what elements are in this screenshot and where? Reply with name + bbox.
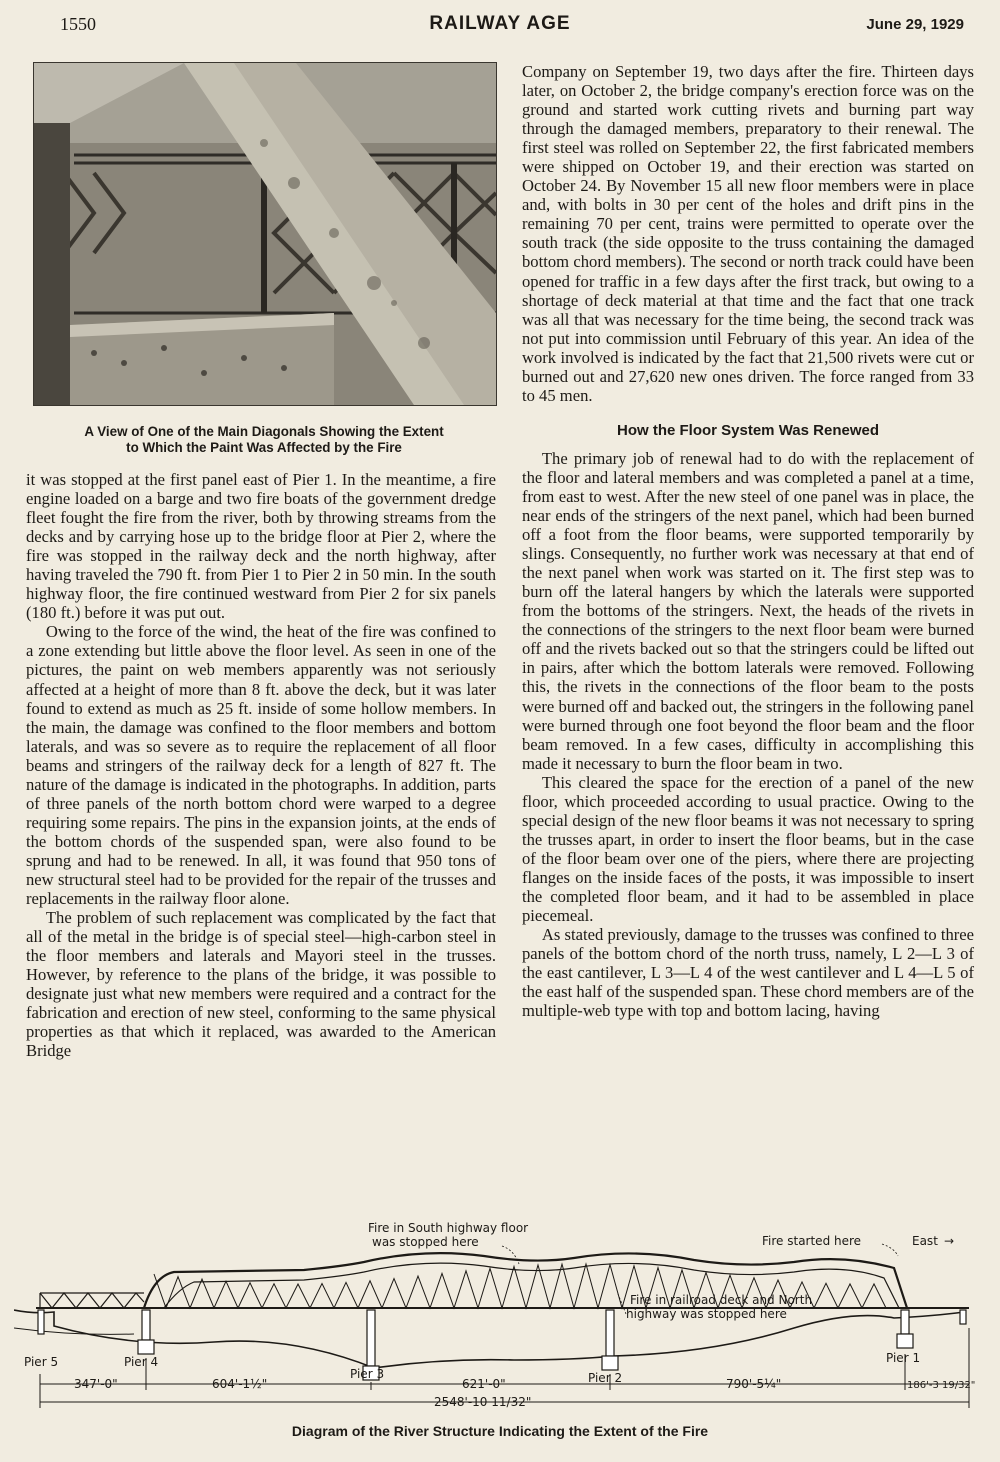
journal-title: RAILWAY AGE (429, 13, 571, 34)
right-paragraph-3: As stated previously, damage to the trusses was confined to three panels of the bottom chord of the north truss, namely, L 2—L 3 of the east cantilever, L 3—L 4 of the west cantilever and L 4—L 5 of the east half of the suspended span. These chord members are of the multiple-web type with top and bottom lacing, having (522, 925, 974, 1021)
pier-label-1: Pier 1 (886, 1351, 921, 1365)
right-intro-paragraph: Company on September 19, two days after the fire. Thirteen days later, on October 2, the bridge company's erection force was on the ground and started work cutting rivets and burning part way through the damaged members, preparatory to their renewal. The first steel was rolled on September 22, the first fabricated members were shipped on October 19, and their erection was started on October 24. By November 15 all new floor members were in place and, with bolts in 30 per cent of the holes and drift pins in the remaining 70 per cent, trains were permitted to operate over the south track (the side opposite to the truss containing the damaged bottom chord members). The second or north track could have been opened for traffic in a few days after the first track, but owing to a shortage of deck material at that time and the fact that one track was all that was necessary for the time being, the second track was not put into commission until February of this year. An idea of the work involved is indicated by the fact that 21,500 rivets were cut or burned out and 27,620 new ones driven. The force ranged from 33 to 45 men. (522, 62, 974, 405)
left-paragraph-1: it was stopped at the first panel east of Pier 1. In the meantime, a fire engine loaded on a barge and two fire boats of the government dredge fleet fought the fire from the river, both by throwing streams from the decks and by carrying hose up to the bridge floor at Pier 2, where the fire was stopped in the railway deck and the north highway, after having traveled the 790 ft. from Pier 1 to Pier 2 in 50 min. In the south highway floor, the fire continued westward from Pier 2 for six panels (180 ft.) before it was put out. (26, 470, 496, 623)
span-dimension-3: 621'-0" (462, 1377, 506, 1391)
span-dimension-4: 790'-5¼" (726, 1377, 782, 1391)
right-paragraph-2: This cleared the space for the erection of a panel of the new floor, which proceeded according to usual practice. Owing to the special design of the new floor beams it was not necessary to spring the trusses apart, in order to insert the floor beams, but in the case of the floor beam over one of the piers, where there are projecting flanges on the inside faces of the posts, it was impossible to insert the completed floor beam, and it had to be assembled in place piecemeal. (522, 772, 974, 926)
pier-label-5: Pier 5 (24, 1355, 59, 1369)
annotation-fire-started: Fire started here (762, 1234, 862, 1248)
annotation-railroad-deck-1: Fire in railroad deck and North (630, 1293, 813, 1307)
pier-label-2: Pier 2 (588, 1371, 623, 1385)
photo-caption (18, 424, 510, 456)
span-dimension-2: 604'-1½" (212, 1377, 268, 1391)
photo-caption-line2: to Which the Paint Was Affected by the Fire (126, 440, 402, 455)
span-dimension-1: 347'-0" (74, 1377, 118, 1391)
span-dimension-5: 186'-3 19/32" (907, 1380, 976, 1391)
bridge-diagram (14, 1218, 986, 1422)
right-column (522, 62, 974, 1020)
annotation-south-highway-2: was stopped here (372, 1235, 479, 1249)
annotation-south-highway-1: Fire in South highway floor (368, 1221, 529, 1235)
photo-caption-line1: A View of One of the Main Diagonals Showing the Extent (84, 424, 444, 439)
page-number: 1550 (60, 14, 96, 34)
bridge-diagram-svg (14, 1218, 986, 1422)
diagram-caption: Diagram of the River Structure Indicating the Extent of the Fire (291, 1423, 709, 1439)
left-column (26, 470, 496, 1060)
left-paragraph-3: The problem of such replacement was complicated by the fact that all of the metal in the bridge is of special steel—high-carbon steel in the floor members and laterals and Mayori steel in the trusses. However, by reference to the plans of the bridge, it was possible to designate just what new members were required and a contract for the fabrication and erection of new steel, conforming to the same physical properties as that which it replaced, was awarded to the American Bridge (26, 908, 496, 1061)
left-paragraph-2: Owing to the force of the wind, the heat of the fire was confined to a zone extending but little above the floor level. As seen in one of the pictures, the paint on web members apparently was not seriously affected at a height of more than 8 ft. above the deck, but it was later found to extend as much as 25 ft. inside of some hollow members. In the main, the damage was confined to the floor members and bottom laterals, and was so severe as to require the replacement of all floor beams and stringers of the railway deck for a length of 827 ft. The nature of the damage is indicated in the photographs. In addition, parts of three panels of the north bottom chord were warped to a degree requiring some repairs. The pins in the expansion joints, at the ends of the bottom chords of the suspended span, were also found to be sprung and had to be renewed. In all, it was found that 950 tons of new structural steel had to be provided for the repair of the trusses and replacements in the railway floor alone. (26, 622, 496, 909)
annotation-railroad-deck-2: highway was stopped here (626, 1307, 787, 1321)
pier-label-4: Pier 4 (124, 1355, 159, 1369)
bridge-diagonal-photo (33, 62, 497, 406)
total-dimension: 2548'-10 11/32" (434, 1395, 532, 1409)
pier-label-3: Pier 3 (350, 1367, 385, 1381)
east-arrow: → (944, 1234, 955, 1248)
section-heading: How the Floor System Was Renewed (617, 421, 879, 439)
issue-date: June 29, 1929 (866, 16, 964, 33)
annotation-east: East (912, 1234, 938, 1248)
right-paragraph-1: The primary job of renewal had to do with the replacement of the floor and lateral members and was completed a panel at a time, from east to west. After the new steel of one panel was in place, the near ends of the stringers of the next panel, which had been burned off a foot from the floor beams, were supported temporarily by slings. Consequently, no further work was necessary at that end of the next panel when work was started on it. The first step was to burn off the lateral hangers by which the laterals were supported from the bottoms of the stringers. Next, the heads of the rivets in the connections of the stringers to the next floor beam were burned off and the rivets backed out so that the stringers could be lifted out in pairs, after which the bottom laterals were removed. Following this, the rivets in the connections of the floor beam to the posts were burned off and backed out, the stringers in the following panel were burned through one foot beyond the floor beam and the floor beam removed. In a few cases, difficulty in accomplishing this made it necessary to burn the floor beam in two. (522, 448, 974, 773)
photo-illustration (34, 63, 496, 405)
